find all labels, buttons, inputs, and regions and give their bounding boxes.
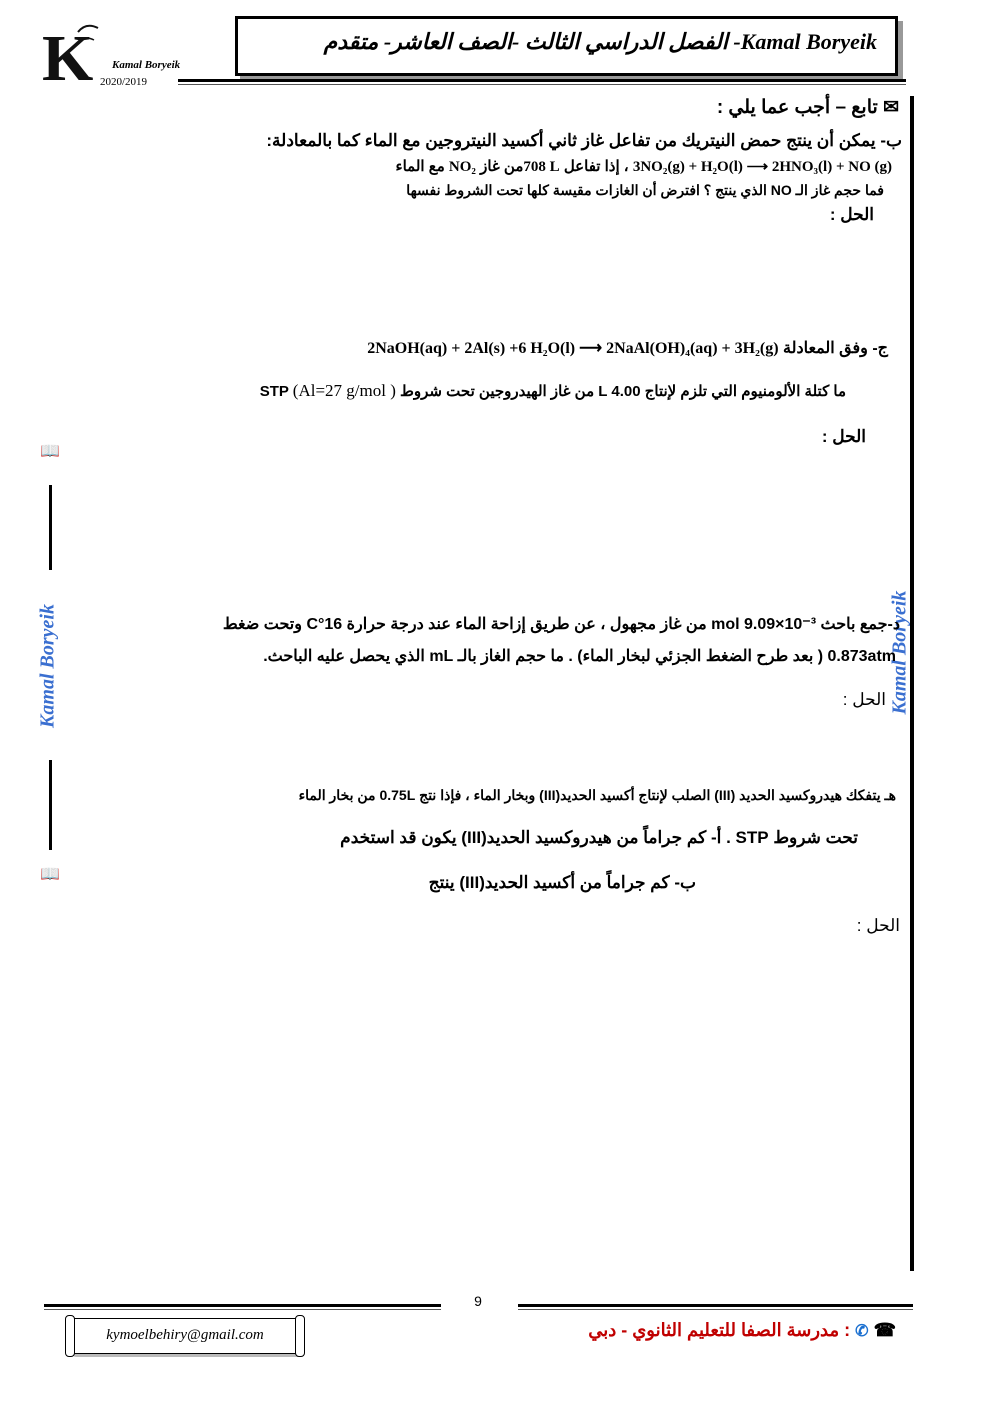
page-number: 9 [474, 1293, 482, 1309]
solution-label: الحل : [856, 916, 900, 935]
book-icon: 📖 [40, 443, 60, 460]
condition-text: من غاز [480, 158, 524, 175]
logo-year: 2020/2019 [100, 76, 148, 88]
footer-divider [518, 1304, 913, 1307]
envelope-icon: ✉ [883, 97, 899, 118]
header-divider [178, 79, 906, 82]
book-icon: 📖 [40, 866, 60, 883]
question-c-equation-line [367, 338, 888, 358]
left-margin-line [49, 485, 52, 570]
question-c-equation [367, 338, 778, 358]
solution-label: الحل : [821, 427, 866, 446]
gas-volume: 708 L [523, 159, 560, 175]
question-b-equation [633, 157, 892, 176]
footer-divider-thin [518, 1309, 913, 1310]
phone-icon: ☎ [873, 1320, 896, 1340]
email-scroll [70, 1318, 300, 1354]
reaction-arrow-icon: ⟶ [746, 159, 772, 175]
section-heading [717, 96, 899, 119]
condition-text: ، إذا تفاعل [563, 158, 629, 175]
gas-formula: NO₂ [448, 159, 476, 175]
page-title: Kamal Boryeik- الفصل الدراسي الثالث -الصف العاشر- متقدم [323, 29, 877, 54]
left-margin-line [49, 760, 52, 850]
section-heading-text: تابع – أجب عما يلي : [716, 97, 878, 118]
equation-rhs: 2HNO₃(l) + NO (g) [771, 159, 892, 175]
question-d-line: د-جمع باحث mol 9.09×10⁻³ من غاز مجهول ، عن طريق إزاحة الماء عند درجة حرارة 16°C وتحت ضغط [222, 616, 900, 633]
question-e-line: تحت شروط STP . أ- كم جراماً من هيدروكسيد الحديد(III) يكون قد استخدم [340, 828, 858, 847]
question-b-intro: ب- يمكن أن ينتج حمض النيتريك من تفاعل غاز ثاني أكسيد النيتروجين مع الماء كما بالمعادلة: [266, 131, 902, 150]
reaction-arrow-icon: ⟶ [579, 340, 607, 357]
left-margin-brand: Kamal Boryeik [36, 604, 59, 728]
footer-divider [44, 1304, 441, 1307]
svg-text:K: K [42, 22, 94, 88]
solution-label: الحل : [829, 205, 874, 224]
equation-lhs: 3NO₂(g) + H₂O(l) [632, 159, 743, 175]
header-title-box [235, 16, 898, 76]
logo-icon [40, 18, 102, 88]
question-c-question: ما كتلة الألومنيوم التي تلزم لإنتاج L 4.00 من غاز الهيدروجين تحت شروط STP [259, 383, 846, 400]
footer-divider-thin [44, 1309, 441, 1310]
school-name: : مدرسة الصفا للتعليم الثانوي - دبي [588, 1320, 851, 1340]
equation-rhs: 2NaAl(OH)₄(aq) + 3H₂(g) [606, 340, 779, 357]
question-e-line: هـ يتفكك هيدروكسيد الحديد (III) الصلب لإنتاج أكسيد الحديد(III) وبخار الماء ، فإذا نتج 0.75L من بخار الماء [298, 787, 896, 803]
condition-text: مع الماء [395, 158, 445, 175]
solution-label: الحل : [842, 690, 886, 709]
email-address[interactable]: kymoelbehiry@gmail.com [106, 1327, 264, 1343]
header-divider-thin [178, 84, 906, 85]
question-b-equation-line [396, 157, 892, 176]
school-line [588, 1320, 896, 1341]
question-c-intro: ج- وفق المعادلة [782, 340, 888, 357]
question-b-question: فما حجم غاز الـ NO الذي ينتج ؟ افترض أن الغازات مقيسة كلها تحت الشروط نفسها [406, 182, 884, 198]
logo-name: Kamal Boryeik [112, 59, 181, 71]
question-d-line: 0.873atm ( بعد طرح الضغط الجزئي لبخار الماء) . ما حجم الغاز بالـ mL الذي يحصل عليه الباحث. [263, 648, 896, 665]
question-e-line: ب- كم جراماً من أكسيد الحديد(III) ينتج [428, 873, 696, 892]
question-c-question-line [260, 381, 846, 401]
given-data: (Al=27 g/mol ) [292, 381, 396, 400]
mobile-icon: ✆ [855, 1323, 869, 1340]
equation-lhs: 2NaOH(aq) + 2Al(s) +6 H₂O(l) [367, 340, 576, 357]
right-margin-brand: Kamal Boryeik [888, 590, 911, 715]
